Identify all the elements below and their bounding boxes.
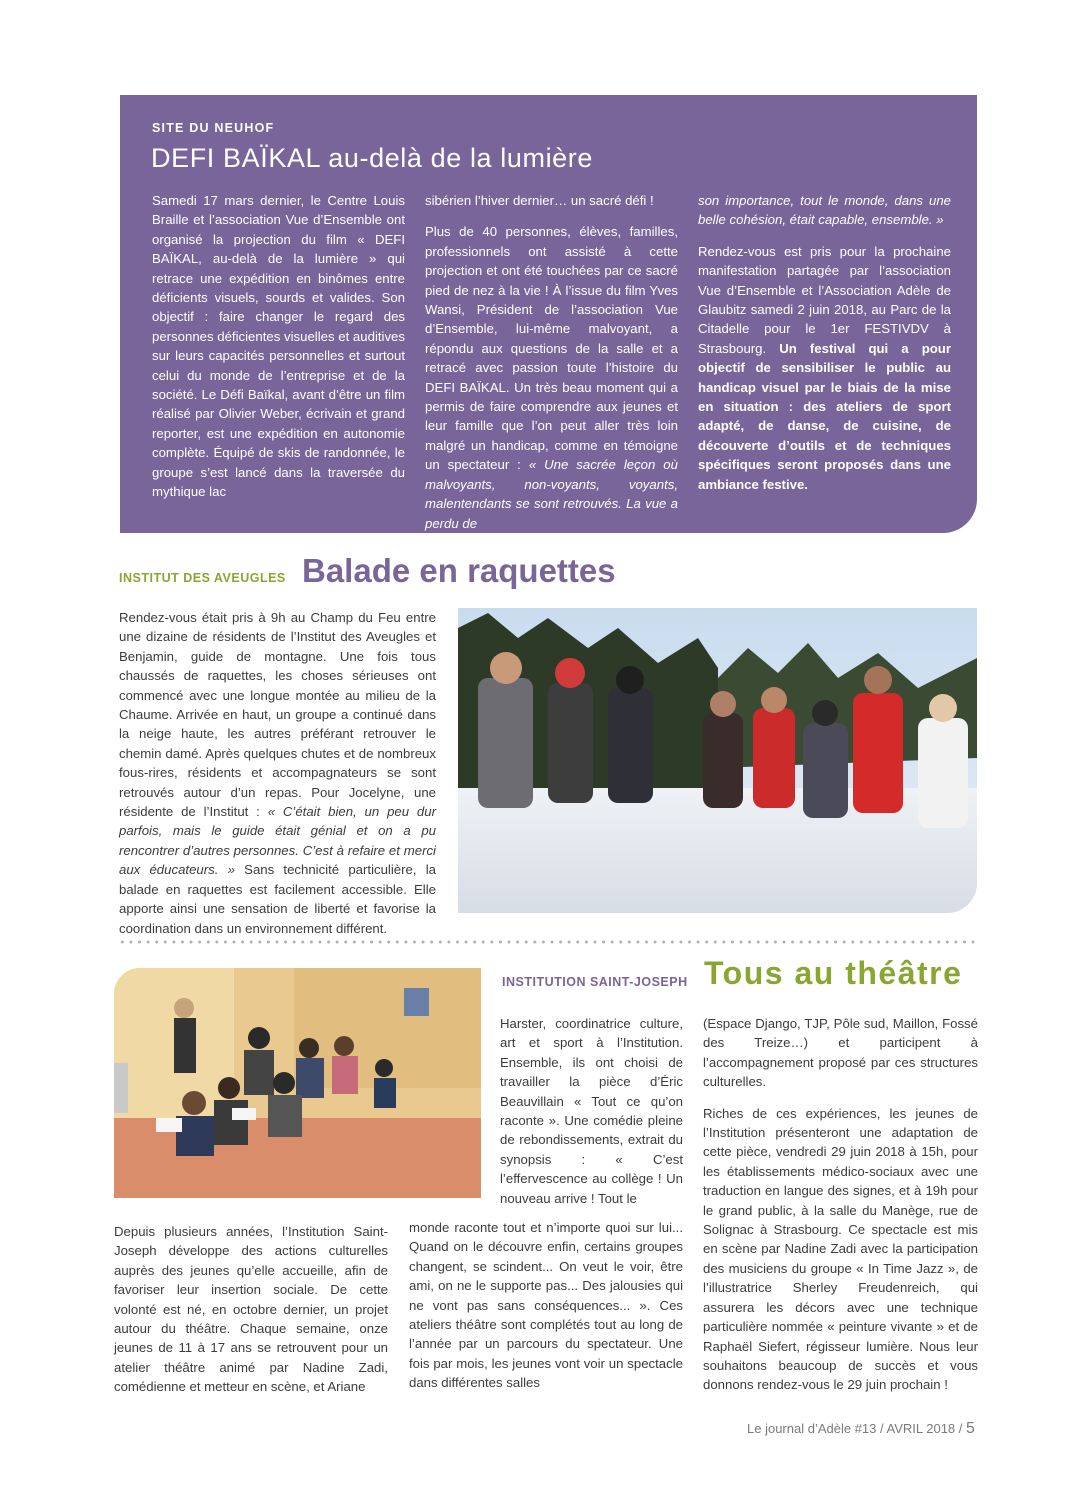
journal-issue: Le journal d’Adèle #13 / AVRIL 2018 / (747, 1421, 963, 1436)
jocelyne-quote: « C’était bien, un peu dur parfois, mais le guide était génial et on a pu rencontrer d’autres personnes. C’est à refaire et merci aux éducateurs. » (119, 804, 436, 878)
baikal-column-3 (698, 191, 951, 506)
baikal-title: DEFI BAÏKAL au-delà de la lumière (151, 143, 594, 173)
spectator-quote-end: son importance, tout le monde, dans une belle cohésion, était capable, ensemble. » (698, 193, 951, 228)
baikal-paragraph: Plus de 40 personnes, élèves, familles, professionnels ont assisté à cette projection et ont été touchées par ce sacré pied de nez à la vie ! À l’issue du film Yves Wansi, Président de l’association Vue d’Ensemble, lui-même malvoyant, a répondu aux questions de la salle et a retracé avec passion toute l’histoire du DEFI BAÏKAL. Un très beau moment qui a permis de faire comprendre aux jeunes et leur famille que l’on peut aller très loin malgré un handicap, comme en témoigne un spectateur : « Une sacrée leçon où malvoyants, non-voyants, voyants, malentendants se sont retrouvés. La vue a perdu de (425, 224, 678, 531)
section-divider (118, 939, 978, 945)
theatre-column-2a (500, 1014, 683, 1220)
theatre-kicker: INSTITUTION SAINT-JOSEPH (502, 975, 688, 989)
theatre-paragraph: Depuis plusieurs années, l’Institution Saint-Joseph développe des actions culturelles auprès des jeunes qu’elle accueille, afin de favoriser leur insertion sociale. De cette volonté est né, en octobre dernier, un projet autour du théâtre. Chaque semaine, onze jeunes de 11 à 17 ans se retrouvent pour un atelier théâtre animé par Nadine Zadi, comédienne et metteur en scène, et Ariane (114, 1224, 388, 1395)
theatre-column-3 (703, 1014, 978, 1407)
snowshoe-group-photo (458, 608, 977, 913)
spectator-quote: « Une sacrée leçon où malvoyants, non-voyants, voyants, malentendants se sont retrouvés. La vue a perdu de (425, 457, 678, 531)
theatre-paragraph: (Espace Django, TJP, Pôle sud, Maillon, Fossé des Treize…) et participent à l’accompagnement proposé par ces structures culturelles. (703, 1016, 978, 1090)
raquettes-text: Rendez-vous était pris à 9h au Champ du Feu entre une dizaine de résidents de l’Institut des Aveugles et Benjamin, guide de montagne. Une fois tous chaussés de raquettes, les choses sérieuses ont commencé avec une longue montée au milieu de la Chaume. Arrivée en haut, un groupe a continué dans la neige haute, les autres préférant retrouver le chemin damé. Après quelques chutes et de nombreux fous-rires, résidents et accompagnateurs se sont retrouvés autour d’un repas. Pour Jocelyne, une résidente de l’Institut : « C’était bien, un peu dur parfois, mais le guide était génial et on a pu rencontrer d’autres personnes. C’est à refaire et merci aux éducateurs. » Sans technicité particulière, la balade en raquettes est facilement accessible. Elle apporte ainsi une sensation de liberté et favorise la coordination dans un environnement différent. (119, 610, 436, 936)
baikal-column-2 (425, 191, 678, 545)
page-footer (747, 1420, 975, 1438)
baikal-column-1 (152, 191, 405, 514)
theatre-title: Tous au théâtre (704, 955, 963, 991)
raquettes-kicker: INSTITUT DES AVEUGLES (119, 571, 286, 585)
theatre-paragraph: monde raconte tout et n’importe quoi sur lui... Quand on le découvre enfin, certains groupes changent, se scindent... On veut le voir, être ami, on ne le supporte pas... Des jalousies qui ne vont pas sans conséquences... ». Ces ateliers théâtre sont complétés tout au long de l’année par un parcours du spectateur. Une fois par mois, les jeunes vont voir un spectacle dans différentes salles (409, 1220, 683, 1391)
baikal-kicker: SITE DU NEUHOF (152, 121, 275, 135)
theatre-column-1 (114, 1222, 388, 1409)
baikal-paragraph: Rendez-vous est pris pour la prochaine manifestation partagée par l’association Vue d’Ensemble et l’Association Adèle de Glaubitz samedi 2 juin 2018, au Parc de la Citadelle pour le 1er FESTIVDV à Strasbourg. Un festival qui a pour objectif de sensibiliser le public au handicap visuel par le biais de la mise en situation : des ateliers de sport adapté, de danse, de cuisine, de découverte d’outils et de techniques spécifiques seront proposés dans une ambiance festive. (698, 243, 951, 492)
festival-highlight: Un festival qui a pour objectif de sensibiliser le public au handicap visuel par le biais de la mise en situation : des ateliers de sport adapté, de danse, de cuisine, de découverte d’outils et de techniques spécifiques seront proposés dans une ambiance festive. (698, 340, 951, 492)
baikal-paragraph: Samedi 17 mars dernier, le Centre Louis Braille et l’association Vue d’Ensemble ont organisé la projection du film « DEFI BAÏKAL, au-delà de la lumière » qui retrace une expédition en binômes entre déficients visuels, sourds et valides. Son objectif : faire changer le regard des personnes déficientes visuelles et auditives sur leurs capacités personnelles et surtout celui du monde de l’entreprise et de la société. Le Défi Baïkal, avant d’être un film réalisé par Olivier Weber, écrivain et grand reporter, est une expédition en autonomie complète. Équipé de skis de randonnée, le groupe s’est lancé dans la traversée du mythique lac (152, 193, 405, 500)
theatre-paragraph: Harster, coordinatrice culture, art et sport à l’Institution. Ensemble, ils ont choisi de travailler la pièce d’Éric Beauvillain « Tout ce qu’on raconte ». Une comédie pleine de rebondissements, extrait du synopsis : « C’est l’effervescence au collège ! Un nouveau arrive ! Tout le (500, 1016, 683, 1206)
baikal-paragraph: sibérien l’hiver dernier… un sacré défi ! (425, 193, 654, 208)
theatre-paragraph: Riches de ces expériences, les jeunes de l’Institution présenteront une adaptation de cette pièce, vendredi 29 juin 2018 à 15h, pour les établissements médico-sociaux avec une traduction en langue des signes, et à 19h pour le grand public, à la salle du Manège, rue de Solignac à Strasbourg. Ce spectacle est mis en scène par Nadine Zadi avec la participation des musiciens du groupe « In Time Jazz », de l’illustratrice Sherley Freudenreich, qui assurera les décors avec une technique particulière nommée « peinture vivante » et de Raphaël Siefert, régisseur lumière. Nous leur souhaitons beaucoup de succès et vous donnons rendez-vous le 29 juin prochain ! (703, 1105, 978, 1393)
theatre-column-2b (409, 1218, 683, 1405)
page-number: 5 (966, 1420, 975, 1437)
theatre-workshop-photo (114, 968, 481, 1198)
raquettes-title: Balade en raquettes (302, 552, 616, 589)
